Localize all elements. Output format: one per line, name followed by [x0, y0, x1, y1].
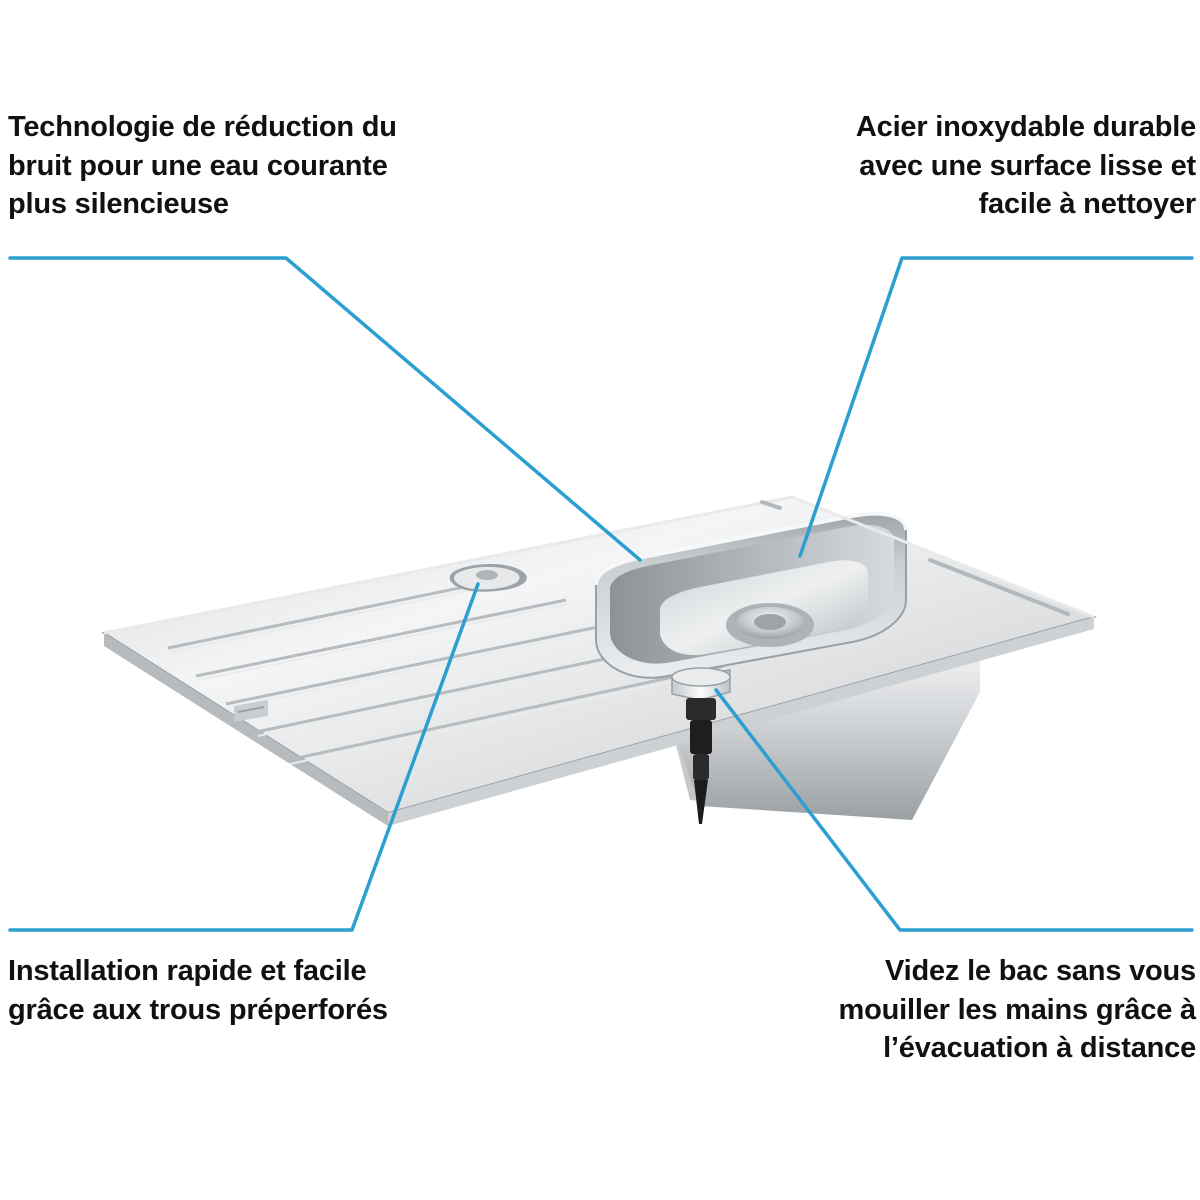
callout-line: Installation rapide et facile: [8, 955, 367, 987]
callout-remote-drain: [676, 952, 1196, 1068]
callout-easy-installation: [8, 952, 588, 1029]
callout-line: Technologie de réduction du: [8, 111, 397, 143]
waste-fitting-stem: [693, 754, 709, 780]
callout-line: plus silencieuse: [8, 188, 229, 221]
callout-line: facile à nettoyer: [978, 188, 1196, 221]
callout-noise-reduction: [8, 108, 588, 224]
callout-line: mouiller les mains grâce à: [838, 993, 1196, 1026]
tap-hole-inner: [476, 570, 498, 580]
callout-durable-steel: [696, 108, 1196, 224]
callout-line: bruit pour une eau courante: [8, 149, 388, 182]
waste-fitting-body: [690, 720, 712, 754]
callout-line: Videz le bac sans vous: [885, 955, 1196, 987]
waste-fitting-collar: [686, 698, 716, 720]
callout-line: Acier inoxydable durable: [855, 111, 1196, 143]
callout-line: grâce aux trous préperforés: [8, 993, 388, 1026]
callout-line: l’évacuation à distance: [883, 1032, 1196, 1065]
callout-line: avec une surface lisse et: [859, 149, 1196, 182]
